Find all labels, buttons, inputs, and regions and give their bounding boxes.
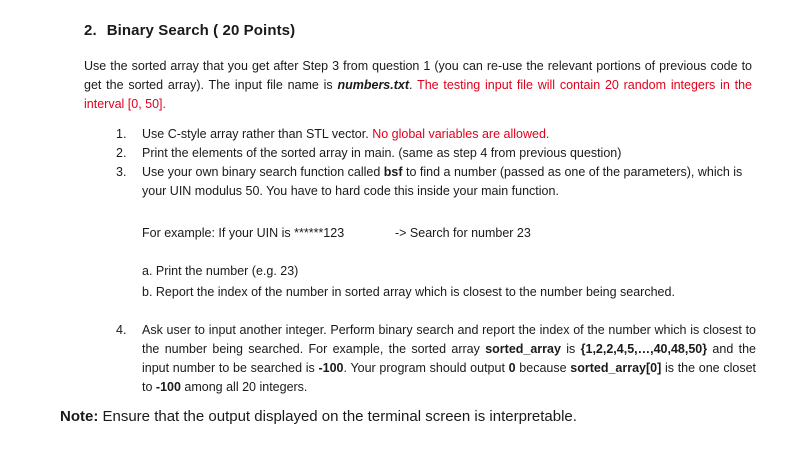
list-item-number: 1. [116,127,127,141]
item4-bold-3: -100 [318,361,344,375]
list-item [116,163,756,201]
item4-bold-1: sorted_array [485,342,561,356]
item4-text-1: Ask user to input another integer. Perform binary search and report the index of the number which is closest to the number being searched. For example, the sorted array [142,323,756,356]
item4-bold-4: 0 [508,361,516,375]
sub-item-b: b. Report the index of the number in sorted array which is closest to the number being searched. [142,285,675,299]
item4-bold-6: -100 [155,380,181,394]
list-item [116,125,756,144]
list-item [116,144,756,163]
item4-bold-5: sorted_array[0] [570,361,662,375]
item4-text-3: and the input number to be searched is [142,342,756,375]
note-text: Ensure that the output displayed on the terminal screen is interpretable. [98,408,577,425]
function-name-bsf: bsf [383,165,403,179]
note-label: Note: [60,408,99,425]
intro-paragraph [84,57,752,114]
list-item-4 [116,321,756,397]
list-item-text: Print the elements of the sorted array in main. (same as step 4 from previous question) [142,146,622,160]
example-line [142,224,742,243]
example-uin: For example: If your UIN is ******123 [142,226,345,240]
item4-text-6: is the one closet to [142,361,756,394]
sub-item-a: a. Print the number (e.g. 23) [142,264,299,278]
list-item-red-text: No global variables are allowed. [372,127,550,141]
intro-red-text: The testing input file will contain 20 random integers in the interval [0, 50]. [84,78,752,111]
requirements-list [116,125,756,201]
item4-text-7: among all 20 integers. [180,380,308,394]
section-number: 2. [84,22,97,39]
list-item-text: Use your own binary search function called [142,165,384,179]
section-title: Binary Search ( 20 Points) [106,22,296,39]
note-line [60,407,577,427]
list-item-number: 2. [116,146,127,160]
input-filename: numbers.txt [337,78,410,92]
intro-text-1: Use the sorted array that you get after Step 3 from question 1 (you can re-use the relevant portions of previous code to get the sorted array). The input file name is [84,59,752,92]
sub-items [142,261,742,303]
list-item-text-cont: to find a number (passed as one of the parameters), which is your UIN modulus 50. You have to hard code this inside your main function. [142,165,743,198]
item4-bold-2: {1,2,2,4,5,…,40,48,50} [580,342,708,356]
item4-text-5: because [515,361,571,375]
section-heading [84,22,295,39]
intro-text-2: . [409,78,418,92]
item4-text-4: . Your program should output [343,361,509,375]
list-item-number: 4. [116,323,127,337]
list-item-number: 3. [116,165,127,179]
example-search: -> Search for number 23 [395,226,531,240]
list-item-text: Use C-style array rather than STL vector. [142,127,373,141]
item4-text-2: is [560,342,581,356]
